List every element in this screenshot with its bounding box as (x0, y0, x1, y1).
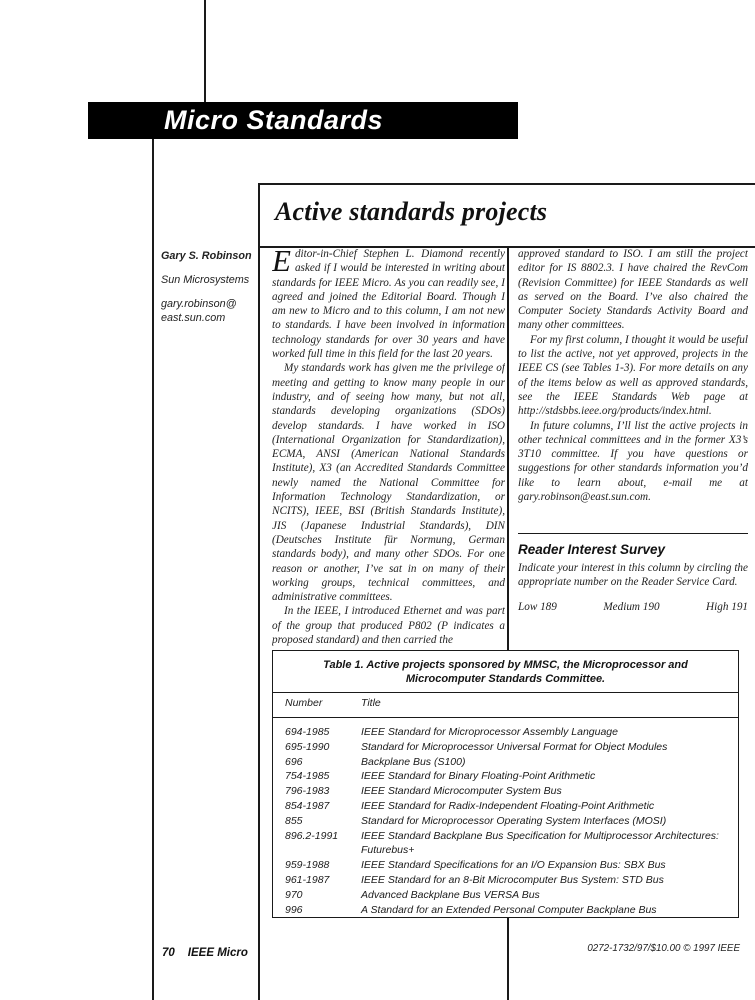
cell-number: 855 (285, 814, 303, 827)
table-header-bottom-rule (273, 717, 738, 718)
rating-high: High 191 (706, 600, 748, 613)
cell-number (285, 843, 361, 858)
paragraph-3: In the IEEE, I introduced Ethernet and was part of the group that produced P802 (P indicates a proposed standard) and then carried the (272, 605, 505, 647)
cell-number: 996 (285, 903, 303, 916)
author-email-line1: gary.robinson@ (161, 298, 237, 310)
cell-title: A Standard for an Extended Personal Computer Backplane Bus (361, 903, 657, 916)
table-row (285, 784, 728, 799)
reader-interest-survey (518, 542, 748, 613)
cell-number: 896.2-1991 (285, 829, 339, 842)
cell-title: Advanced Backplane Bus VERSA Bus (361, 888, 540, 901)
cell-number: 970 (285, 888, 303, 901)
paragraph-6: In future columns, I’ll list the active projects in other technical committees and in the former X3’s 3T10 committee. If you have questions or suggestions for other standards information you’d like to learn about, e-mail me at gary.robinson@east.sun.com. (518, 419, 748, 504)
cell-title: IEEE Standard Microcomputer System Bus (361, 785, 562, 798)
cell-title: IEEE Standard for Microprocessor Assembly Language (361, 726, 618, 738)
table-row (285, 814, 728, 829)
cell-number: 695-1990 (285, 740, 330, 753)
article-title: Active standards projects (275, 197, 548, 226)
reader-survey-ratings (518, 601, 748, 613)
magazine-name: IEEE Micro (187, 947, 248, 959)
column-header-number: Number (285, 697, 323, 709)
table-1-title (273, 658, 738, 686)
cell-title: IEEE Standard for an 8-Bit Microcomputer Bus System: STD Bus (361, 873, 664, 886)
reader-survey-top-rule (518, 533, 748, 534)
author-affiliation: Sun Microsystems (161, 274, 250, 286)
drop-cap: E (272, 247, 291, 278)
department-banner-title: Micro Standards (164, 105, 384, 135)
cell-number: 696 (285, 755, 303, 768)
body-column-1 (272, 247, 505, 649)
cell-title: IEEE Standard Backplane Bus Specification for Multiprocessor Architectures: (361, 829, 719, 842)
cell-title: IEEE Standard for Radix-Independent Floating-Point Arithmetic (361, 799, 655, 812)
cell-number: 754-1985 (285, 770, 330, 783)
cell-title: Standard for Microprocessor Operating System Interfaces (MOSI) (361, 814, 667, 827)
reader-survey-text: Indicate your interest in this column by circling the appropriate number on the Reader Service Card. (518, 562, 748, 589)
reader-survey-heading: Reader Interest Survey (518, 542, 666, 557)
content-left-vertical-rule (258, 183, 260, 1000)
paragraph-1-text: ditor-in-Chief Stephen L. Diamond recently asked if I would be interested in writing about standards for IEEE Micro. As you can readily see, I agreed and joined the Editorial Board. Though I am new to Micro and to this column, I am not new to standards. I have been involved in information technology standards for over 30 years and have worked full time in this field for the last 20 years. (272, 248, 505, 361)
author-name: Gary S. Robinson (161, 250, 252, 262)
paragraph-5: For my first column, I thought it would be useful to list the active, not yet approved, projects in the IEEE CS (see Tables 1-3). For more details on any of the items below as well as approved standards, see the IEEE Standards Web page at http://stdsbbs.ieee.org/products/index.html. (518, 333, 748, 418)
column-header-title: Title (361, 697, 381, 709)
table-row (285, 755, 728, 770)
author-email-line2: east.sun.com (161, 311, 226, 324)
cell-title: IEEE Standard for Binary Floating-Point Arithmetic (361, 770, 596, 783)
author-block (161, 250, 257, 325)
rating-medium: Medium 190 (603, 600, 660, 613)
table-header-top-rule (273, 692, 738, 693)
table-rows (285, 725, 728, 917)
copyright-notice: 0272-1732/97/$10.00 © 1997 IEEE (587, 943, 740, 954)
top-left-vertical-rule (204, 0, 206, 102)
rating-low: Low 189 (518, 600, 557, 613)
department-banner (88, 102, 518, 139)
table-row (285, 799, 728, 814)
table-row (285, 740, 728, 755)
table-1 (272, 650, 739, 918)
cell-number: 796-1983 (285, 785, 330, 798)
cell-title: Backplane Bus (S100) (361, 755, 466, 768)
body-column-2 (518, 247, 748, 527)
table-header-row (285, 697, 728, 709)
cell-number: 959-1988 (285, 859, 330, 872)
cell-number: 854-1987 (285, 799, 330, 812)
cell-title: Futurebus+ (361, 844, 415, 857)
title-top-rule (258, 183, 755, 185)
cell-number: 961-1987 (285, 873, 330, 886)
table-row (285, 769, 728, 784)
table-row (285, 858, 728, 873)
table-1-title-line1: Table 1. Active projects sponsored by MMSC, the Microprocessor and (323, 659, 688, 671)
footer-left (162, 947, 248, 959)
paragraph-4: approved standard to ISO. I am still the project editor for IS 8802.3. I have chaired the RevCom (Revision Committee) for IEEE Standards as well as served on the Board. I’ve also chaired the Computer Society Standards Activity Board and many other committees. (518, 248, 748, 332)
cell-title: Standard for Microprocessor Universal Format for Object Modules (361, 740, 668, 753)
cell-number: 694-1985 (285, 726, 330, 738)
left-margin-vertical-rule (152, 138, 154, 1000)
table-row (285, 903, 728, 918)
table-row (285, 829, 728, 844)
table-row (285, 888, 728, 903)
paragraph-2: My standards work has given me the privilege of meeting and getting to know many people in our industry, and of seeing how many, but not all, standards developing organizations (SDOs) develop standards. I have worked in ISO (International Organization for Standardization), ECMA, ANSI (American National Standards Institute), X3 (an Accredited Standards Committee newly named the National Committee for Information Technology Standardization, or NCITS), IEEE, BSI (British Standards Institute), JIS (Japanese Industrial Standards), DIN (Deutsches Institute für Normung, German standards body), and many other SDOs. For one reason or another, I’ve sat in on many of their working groups, technical committees, and administrative committees. (272, 362, 505, 604)
cell-title: IEEE Standard Specifications for an I/O Expansion Bus: SBX Bus (361, 859, 666, 872)
page-number: 70 (162, 947, 175, 959)
table-row (285, 873, 728, 888)
paragraph-1 (272, 247, 505, 361)
table-1-title-line2: Microcomputer Standards Committee. (405, 673, 606, 685)
table-row (285, 725, 728, 740)
table-row (285, 843, 728, 858)
